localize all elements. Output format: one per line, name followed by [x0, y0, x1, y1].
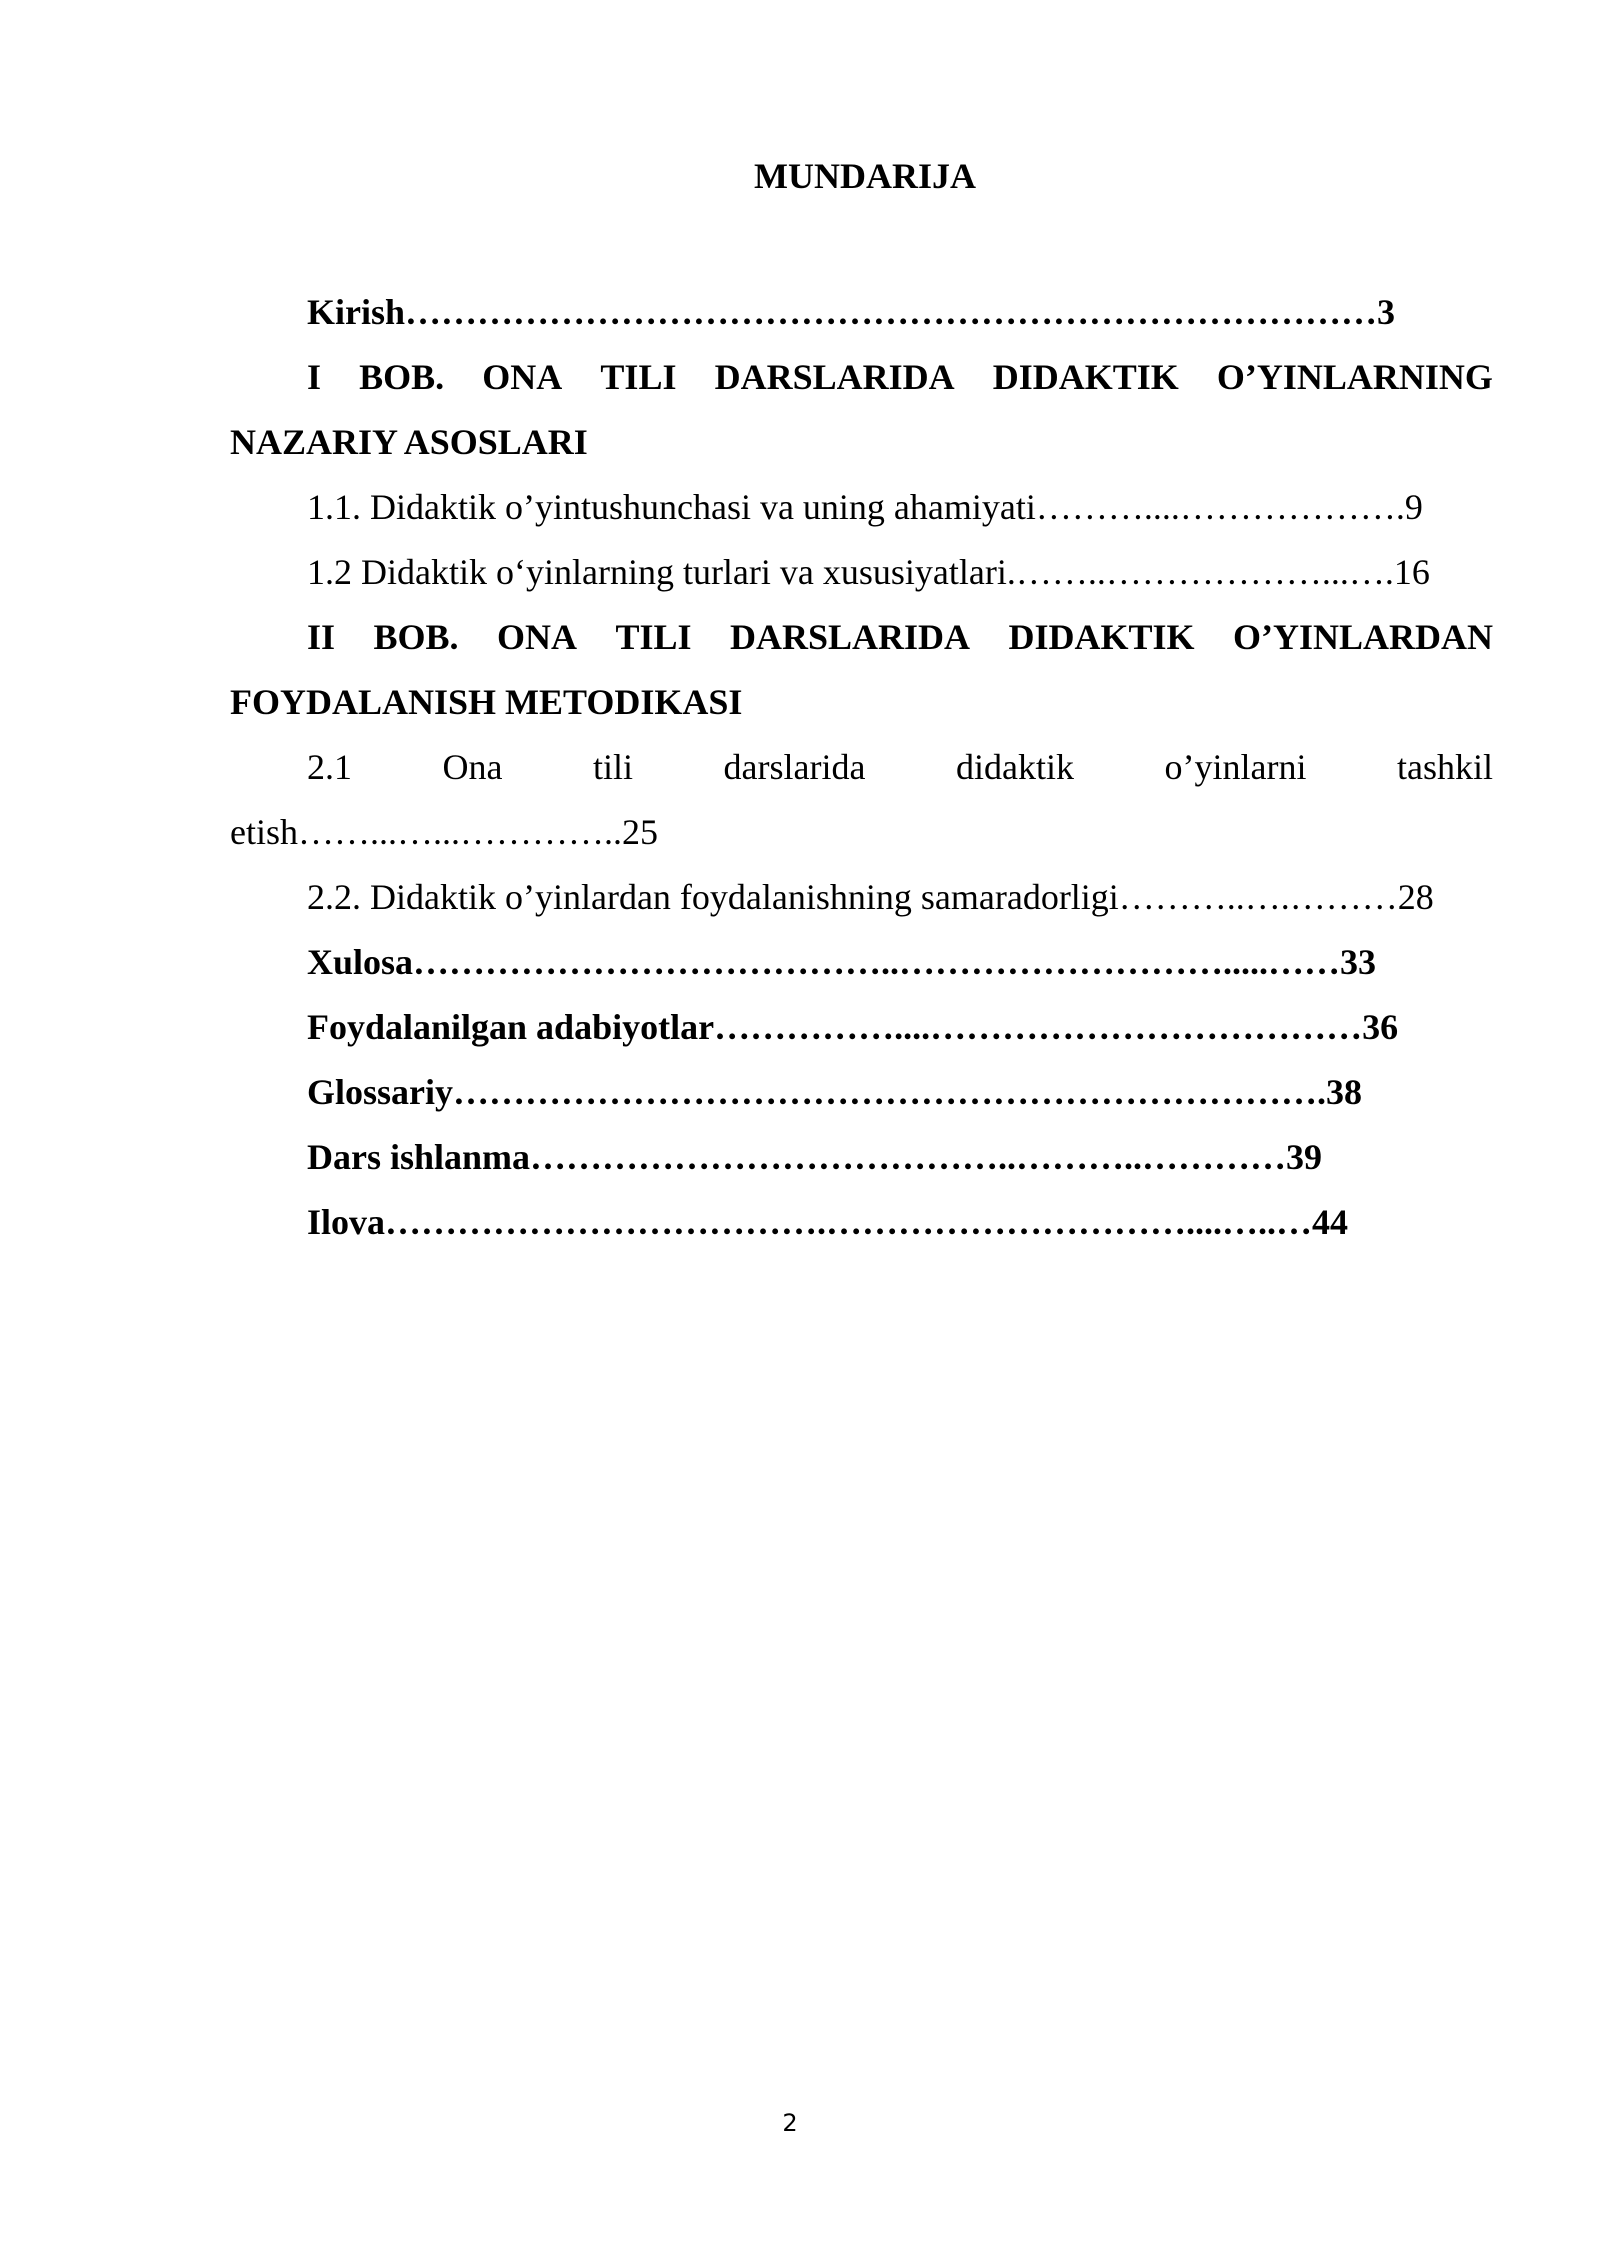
toc-entry-2-1: [230, 735, 1493, 800]
toc-entry-2-2: 2.2. Didaktik o’yinlardan foydalanishning samaradorligi………..….………28: [307, 877, 1434, 917]
toc-entry-dars-ishlanma: Dars ishlanma…………………………………..………..…………39: [307, 1137, 1323, 1177]
chapter-2-word: DIDAKTIK: [1008, 617, 1195, 657]
chapter-1-word: O’YINLARNING: [1216, 357, 1493, 397]
toc-chapter-1-heading-cont: NAZARIY ASOSLARI: [230, 422, 588, 462]
toc-entry-2-1-word: didaktik: [956, 747, 1074, 787]
toc-chapter-2-heading: [230, 605, 1493, 670]
chapter-2-word: ONA: [497, 617, 577, 657]
chapter-2-word: II: [307, 617, 336, 657]
toc-entry-2-1-word: Ona: [442, 747, 503, 787]
toc-entry-2-1-word: darslarida: [723, 747, 866, 787]
page-title: MUNDARIJA: [754, 156, 976, 196]
chapter-1-word: TILI: [600, 357, 677, 397]
toc-entry-2-1-word: 2.1: [307, 747, 352, 787]
chapter-2-word: TILI: [615, 617, 692, 657]
table-of-contents: [230, 280, 1493, 1255]
toc-entry-2-1-cont: etish……...…...…………..25: [230, 812, 658, 852]
toc-entry-xulosa: Xulosa…………………………………..……………………….....……33: [307, 942, 1377, 982]
chapter-1-word: DIDAKTIK: [992, 357, 1179, 397]
chapter-1-word: BOB.: [359, 357, 445, 397]
chapter-1-word: ONA: [482, 357, 563, 397]
toc-entry-adabiyotlar: Foydalanilgan adabiyotlar……………....………………………………36: [307, 1007, 1399, 1047]
toc-entry-2-1-word: tashkil: [1396, 747, 1493, 787]
page-number: 2: [782, 2109, 798, 2137]
toc-entry-1-1: 1.1. Didaktik o’yintushunchasi va uning ahamiyati………....……………….9: [307, 487, 1423, 527]
toc-entry-1-2: 1.2 Didaktik o‘yinlarning turlari va xususiyatlari.……..………………...….16: [307, 552, 1430, 592]
toc-chapter-1-heading: [230, 345, 1493, 410]
chapter-2-word: O’YINLARDAN: [1232, 617, 1493, 657]
chapter-1-word: DARSLARIDA: [714, 357, 955, 397]
toc-chapter-2-heading-cont: FOYDALANISH METODIKASI: [230, 682, 743, 722]
chapter-1-word: I: [307, 357, 322, 397]
chapter-2-word: DARSLARIDA: [729, 617, 971, 657]
toc-entry-kirish: Kirish………………………………………………………………………3: [307, 292, 1396, 332]
toc-entry-2-1-word: o’yinlarni: [1164, 747, 1307, 787]
toc-entry-2-1-word: tili: [593, 747, 634, 787]
toc-entry-glossariy: Glossariy……………………………………………………………….38: [307, 1072, 1363, 1112]
chapter-2-word: BOB.: [373, 617, 459, 657]
toc-entry-ilova: Ilova……………………………….…………………………....…..…44: [307, 1202, 1349, 1242]
